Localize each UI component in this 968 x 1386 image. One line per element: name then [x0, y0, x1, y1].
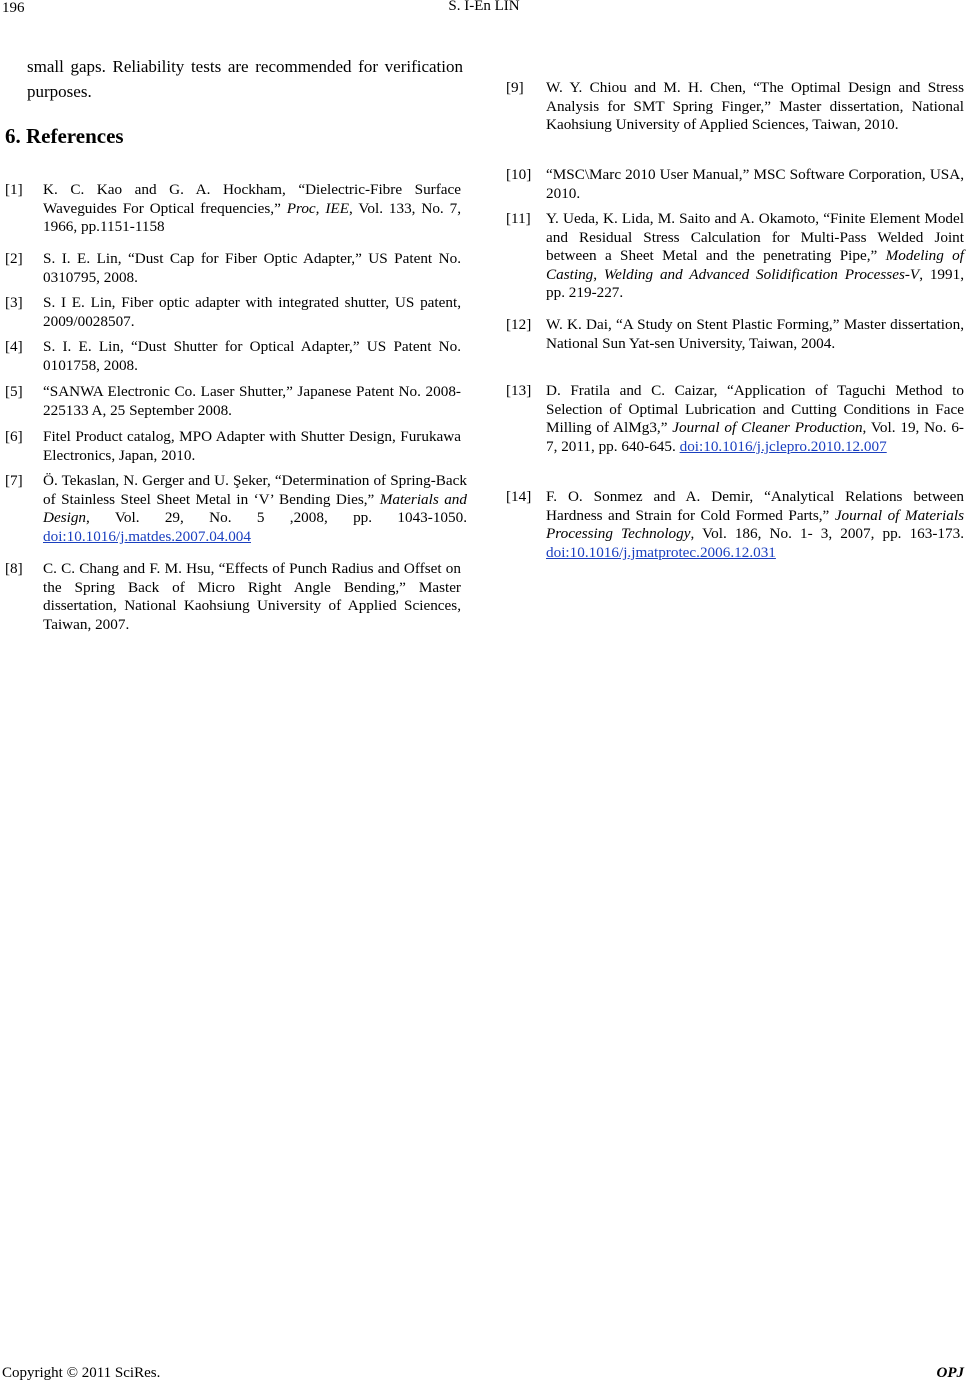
reference-text-part: , Vol. 133, No. 7, 1966, pp.1151-1158: [43, 199, 461, 236]
reference-entry: [5, 560, 461, 634]
running-head: S. I-En LIN: [448, 0, 520, 14]
references-heading: 6. References: [5, 124, 124, 148]
footer-journal: OPJ: [936, 1365, 964, 1381]
reference-text-part: “SANWA Electronic Co. Laser Shutter,” Japanese Patent No. 2008-225133 A, 25 September 2008.: [43, 383, 461, 419]
reference-number: [12]: [506, 316, 532, 333]
intro-paragraph: small gaps. Reliability tests are recommended for verification purposes.: [27, 57, 463, 101]
reference-number: [13]: [506, 382, 532, 399]
reference-text: [546, 488, 964, 562]
reference-text: [43, 181, 461, 237]
reference-text-part: W. K. Dai, “A Study on Stent Plastic Forming,” Master dissertation, National Sun Yat-sen University, Taiwan, 2004.: [546, 316, 964, 352]
reference-number: [5]: [5, 383, 23, 400]
reference-entry: [5, 383, 461, 420]
reference-number: [3]: [5, 294, 23, 311]
reference-entry: [506, 488, 964, 562]
reference-text: [43, 383, 461, 420]
reference-text-part: Fitel Product catalog, MPO Adapter with Shutter Design, Furukawa Electronics, Japan, 2010.: [43, 428, 461, 464]
reference-entry: [5, 181, 461, 237]
reference-number: [9]: [506, 79, 524, 96]
reference-entry: [506, 166, 964, 203]
reference-title-italic: Journal of Cleaner Production: [672, 419, 863, 437]
reference-text-part: W. Y. Chiou and M. H. Chen, “The Optimal Design and Stress Analysis for SMT Spring Finger,” Master dissertation, National Kaohsiung University of Applied Sciences, Taiwan, 2010.: [546, 79, 964, 134]
reference-text-part: C. C. Chang and F. M. Hsu, “Effects of Punch Radius and Offset on the Spring Back of Micro Right Angle Bending,” Master dissertation, National Kaohsiung University of Applied Sciences, Taiwan, 2007.: [43, 560, 461, 633]
reference-entry: [506, 79, 964, 135]
reference-title-italic: Journal of Materials Processing Technology: [546, 506, 964, 543]
doi-link[interactable]: doi:10.1016/j.matdes.2007.04.004: [43, 527, 251, 545]
reference-text-part: K. C. Kao and G. A. Hockham, “Dielectric-Fibre Surface Waveguides For Optical frequencies,”: [43, 181, 461, 217]
reference-text-part: Ö. Tekaslan, N. Gerger and U. Şeker, “Determination of Spring-Back of Stainless Steel Sheet Metal in ‘V’ Bending Dies,”: [43, 472, 467, 508]
reference-text: [546, 210, 964, 303]
reference-title-italic: Modeling of Casting: [546, 247, 964, 283]
reference-entry: [506, 316, 964, 353]
reference-text-part: “MSC\Marc 2010 User Manual,” MSC Software Corporation, USA, 2010.: [546, 166, 964, 202]
reference-entry: [506, 210, 964, 303]
reference-text-part: S. I E. Lin, Fiber optic adapter with integrated shutter, US patent, 2009/0028507.: [43, 294, 461, 330]
reference-number: [6]: [5, 428, 23, 445]
reference-text-part: , Vol. 29, No. 5 ,2008, pp. 1043-1050.: [86, 509, 467, 527]
reference-text-part: S. I. E. Lin, “Dust Shutter for Optical Adapter,” US Patent No. 0101758, 2008.: [43, 338, 461, 374]
reference-entry: [5, 294, 461, 331]
reference-number: [10]: [506, 166, 532, 183]
doi-link[interactable]: doi:10.1016/j.jmatprotec.2006.12.031: [546, 543, 776, 561]
reference-entry: [506, 382, 964, 456]
reference-title-italic: Proc, IEE: [286, 199, 349, 217]
reference-number: [4]: [5, 338, 23, 355]
reference-text-part: D. Fratila and C. Caizar, “Application of Taguchi Method to Selection of Optimal Lubrication and Cutting Conditions in Face Milling of AlMg3,”: [546, 382, 964, 437]
reference-text-part: S. I. E. Lin, “Dust Cap for Fiber Optic Adapter,” US Patent No. 0310795, 2008.: [43, 250, 461, 286]
reference-text: [546, 316, 964, 353]
doi-link[interactable]: doi:10.1016/j.jclepro.2010.12.007: [679, 437, 887, 455]
page-number: 196: [2, 0, 25, 16]
reference-number: [11]: [506, 210, 531, 227]
reference-text: [546, 382, 964, 456]
reference-text: [43, 560, 461, 634]
reference-text: [43, 428, 461, 465]
reference-text-part: , 1991, pp. 219-227.: [546, 265, 965, 302]
reference-number: [8]: [5, 560, 23, 577]
reference-text-part: , Vol. 19, No. 6-7, 2011, pp. 640-645.: [546, 419, 964, 455]
reference-entry: [5, 338, 461, 375]
reference-entry: [5, 250, 461, 287]
reference-title-italic: Welding and Advanced Solidification Processes-V: [603, 265, 920, 283]
reference-text-part: ,: [593, 265, 604, 283]
reference-title-italic: Materials and Design: [43, 490, 467, 527]
reference-text-part: , Vol. 186, No. 1- 3, 2007, pp. 163-173.: [690, 525, 964, 543]
reference-text: [546, 166, 964, 203]
reference-text-part: Y. Ueda, K. Lida, M. Saito and A. Okamoto, “Finite Element Model and Residual Stress Calculation for Multi-Pass Welded Joint between a Sheet Metal and the penetrating Pipe,”: [546, 210, 964, 265]
reference-number: [2]: [5, 250, 23, 267]
reference-text: [43, 294, 461, 331]
reference-entry: [5, 472, 467, 546]
reference-number: [14]: [506, 488, 532, 505]
reference-text: [43, 338, 461, 375]
reference-text: [546, 79, 964, 135]
reference-text-part: F. O. Sonmez and A. Demir, “Analytical Relations between Hardness and Strain for Cold Formed Parts,”: [546, 488, 964, 524]
footer-copyright: Copyright © 2011 SciRes.: [2, 1365, 161, 1381]
reference-number: [1]: [5, 181, 23, 198]
reference-entry: [5, 428, 461, 465]
reference-number: [7]: [5, 472, 23, 489]
reference-text: [43, 472, 467, 546]
reference-text: [43, 250, 461, 287]
